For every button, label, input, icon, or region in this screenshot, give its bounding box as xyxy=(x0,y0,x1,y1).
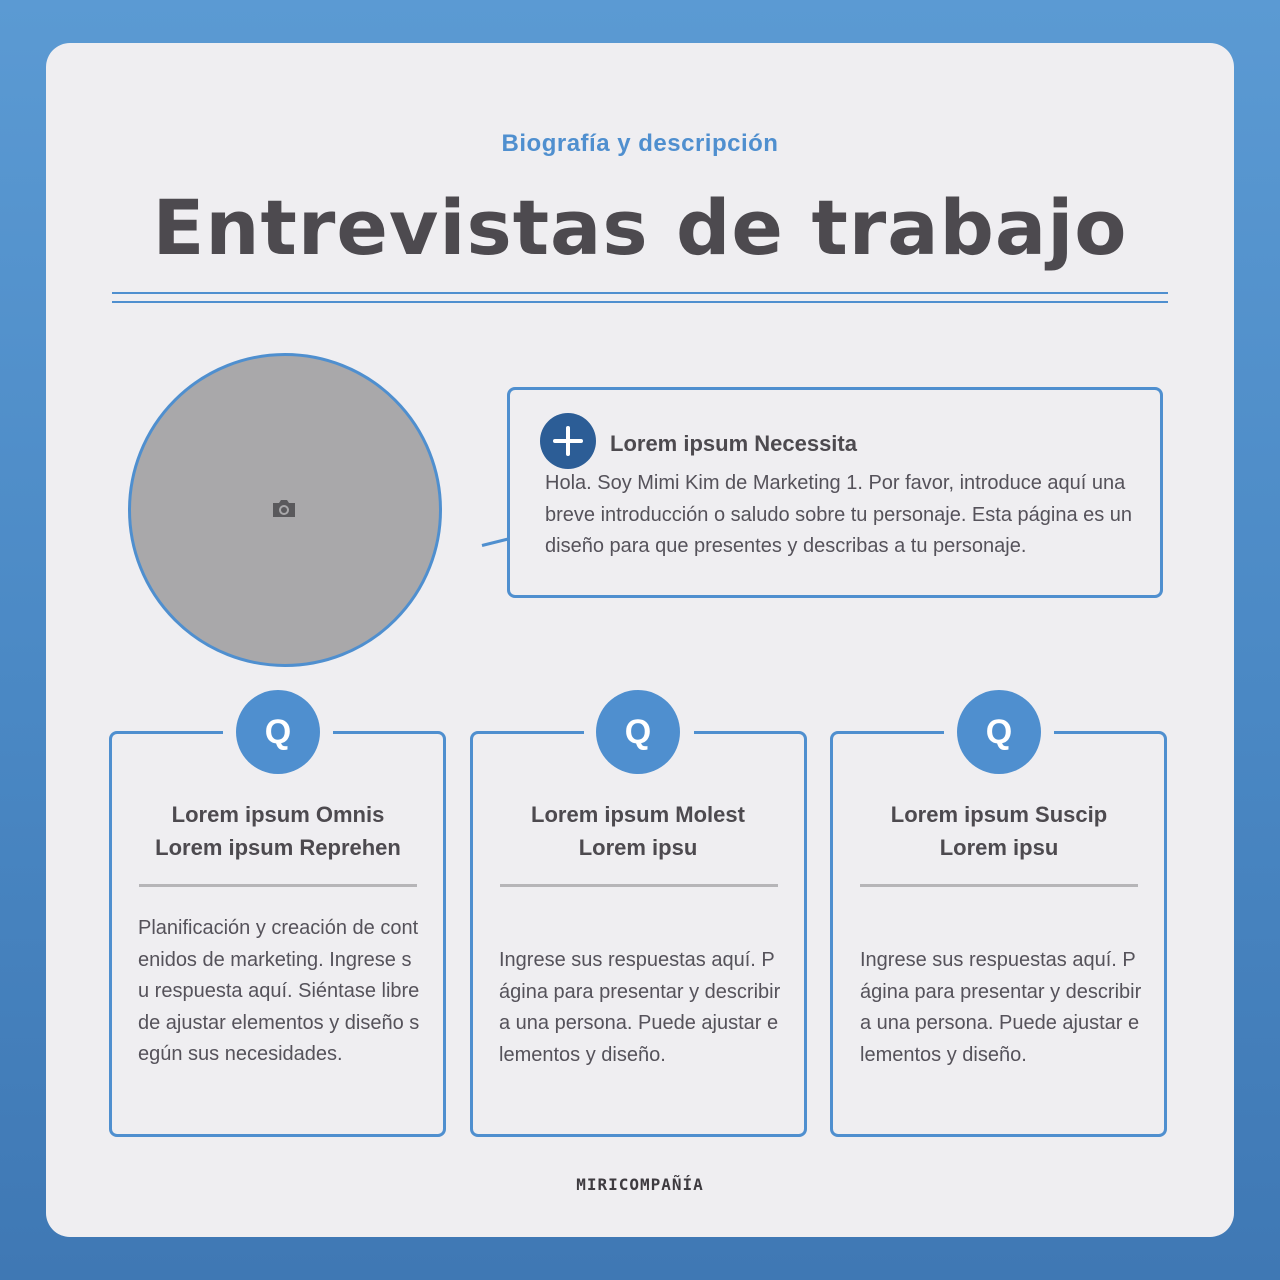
question-answer-1: Planificación y creación de contenidos de marketing. Ingrese su respuesta aquí. Siéntase libre de ajustar elementos y diseño según sus necesidades. xyxy=(138,917,420,1065)
page-title: Entrevistas de trabajo xyxy=(152,183,1128,272)
question-title-3-line2: Lorem ipsu xyxy=(939,835,1059,860)
question-title-3 xyxy=(849,798,1149,864)
title-divider-top xyxy=(112,292,1168,294)
question-answer-3: Ingrese sus respuestas aquí. Página para presentar y describir a una persona. Puede ajustar elementos y diseño. xyxy=(860,949,1142,1066)
question-title-2-line1: Lorem ipsum Molest xyxy=(531,802,745,827)
intro-text: Hola. Soy Mimi Kim de Marketing 1. Por favor, introduce aquí una breve introducción o saludo sobre tu personaje. Esta página es un diseño para que presentes y describas a tu personaje. xyxy=(545,472,1133,557)
question-title-2 xyxy=(488,798,788,864)
question-answer-2: Ingrese sus respuestas aquí. Página para presentar y describir a una persona. Puede ajustar elementos y diseño. xyxy=(499,949,781,1066)
question-badge-3: Q xyxy=(957,690,1041,774)
question-divider-1 xyxy=(139,884,417,887)
camera-icon xyxy=(271,497,297,519)
brand-logo: MIRICOMPAÑÍA xyxy=(576,1175,704,1194)
question-divider-2 xyxy=(500,884,778,887)
title-divider-bottom xyxy=(112,301,1168,303)
question-badge-2: Q xyxy=(596,690,680,774)
question-title-3-line1: Lorem ipsum Suscip xyxy=(890,802,1108,827)
intro-heading: Lorem ipsum Necessita xyxy=(610,431,857,456)
question-title-2-line2: Lorem ipsu xyxy=(578,835,698,860)
question-badge-1: Q xyxy=(236,690,320,774)
question-card-3 xyxy=(830,731,1167,1137)
question-divider-3 xyxy=(860,884,1138,887)
question-title-1 xyxy=(128,798,428,864)
plus-icon xyxy=(540,413,596,469)
question-title-1-line2: Lorem ipsum Reprehen xyxy=(155,835,401,860)
question-title-1-line1: Lorem ipsum Omnis xyxy=(171,802,385,827)
page-subtitle: Biografía y descripción xyxy=(501,130,779,157)
question-card-2 xyxy=(470,731,807,1137)
